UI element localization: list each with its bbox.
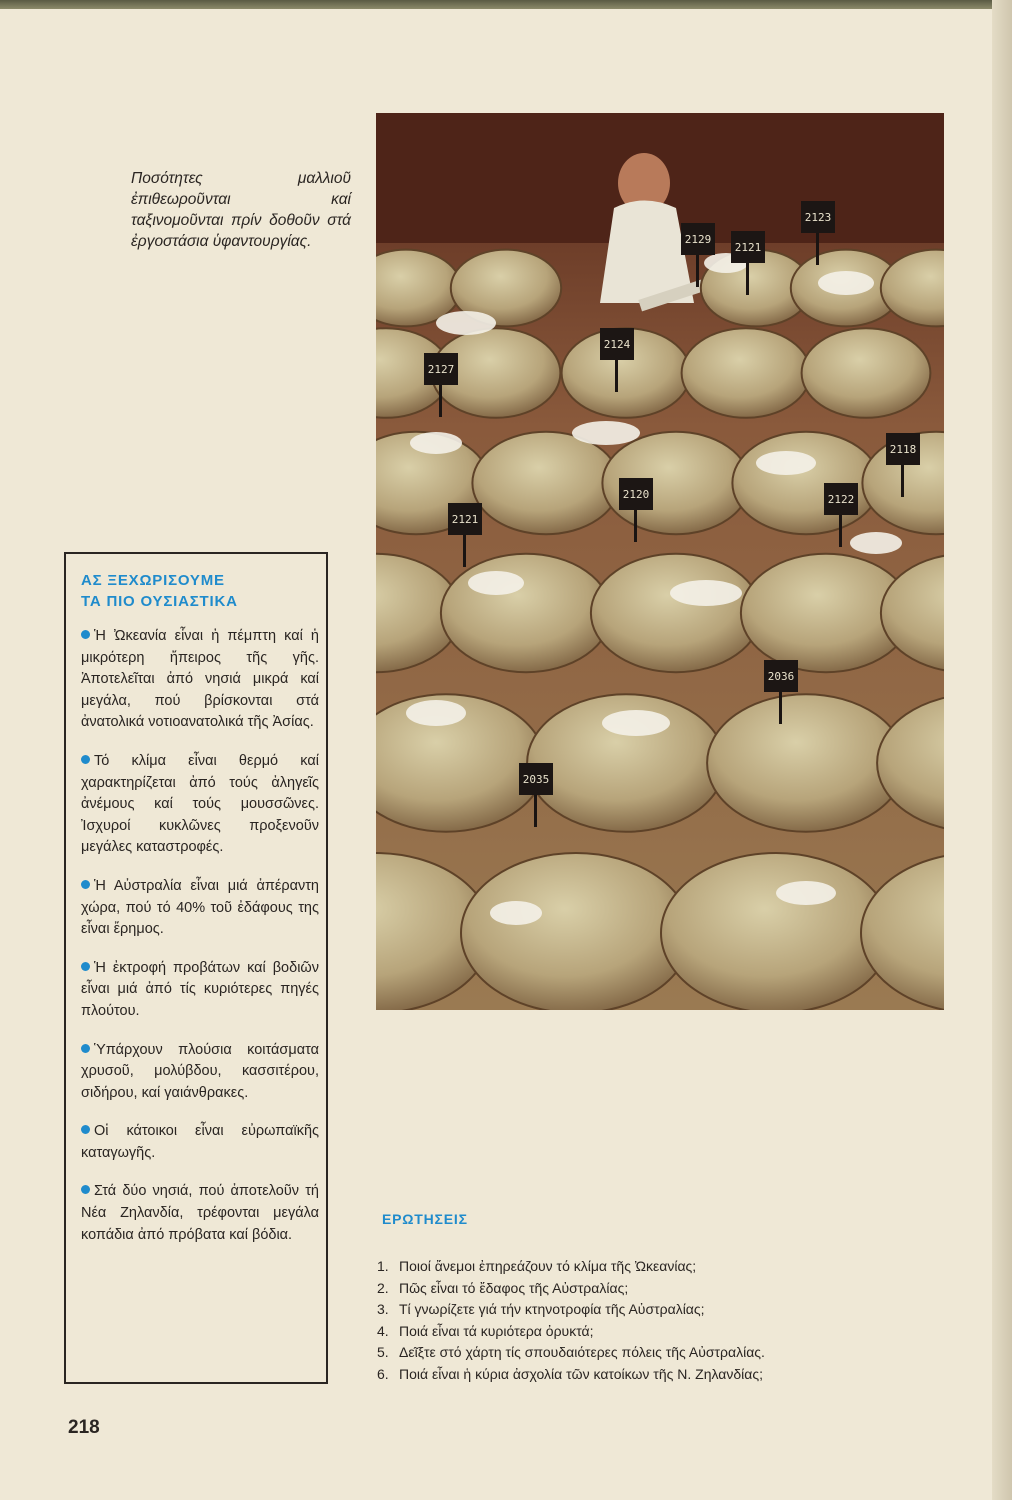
bale-tag-number: 2123: [804, 211, 832, 224]
bale-tag-number: 2036: [767, 670, 795, 683]
bale-tag-number: 2035: [522, 773, 550, 786]
bale-tag-number: 2122: [827, 493, 855, 506]
summary-item-text: Ἡ ἐκτροφή προβάτων καί βοδιῶν εἶναι μιά ἀπό τίς κυριότερες πηγές πλούτου.: [81, 959, 319, 1019]
summary-item: [81, 1181, 319, 1246]
bale-tag-number: 2121: [734, 241, 762, 254]
summary-item: [81, 1121, 319, 1164]
question-text: Τί γνωρίζετε γιά τήν κτηνοτροφία τῆς Αὐστραλίας;: [399, 1301, 705, 1317]
summary-title-line1: ΑΣ ΞΕΧΩΡΙΣΟΥΜΕ: [81, 572, 225, 589]
questions-heading: ΕΡΩΤΗΣΕΙΣ: [382, 1211, 468, 1227]
wool-bale: [472, 432, 619, 534]
summary-item: [81, 1040, 319, 1105]
wool-bale: [591, 554, 761, 672]
summary-item: [81, 958, 319, 1023]
bullet-dot-icon: [81, 1125, 90, 1134]
wool-bale: [732, 432, 879, 534]
bale-tag-number: 2121: [451, 513, 479, 526]
summary-title: [81, 570, 326, 612]
question-number: 2.: [377, 1279, 389, 1296]
book-edge-right: [992, 0, 1012, 1500]
wool-bales-photo: [376, 113, 944, 1010]
wool-bale: [707, 694, 905, 832]
summary-title-line2: ΤΑ ΠΙΟ ΟΥΣΙΑΣΤΙΚΑ: [81, 593, 238, 610]
bullet-dot-icon: [81, 880, 90, 889]
summary-item: [81, 626, 319, 734]
summary-list: [81, 626, 326, 1246]
book-edge-top: [0, 0, 1012, 9]
summary-item-text: Ἡ Αὐστραλία εἶναι μιά ἀπέραντη χώρα, πού τό 40% τοῦ ἐδάφους της εἶναι ἔρημος.: [81, 877, 319, 938]
bullet-dot-icon: [81, 1044, 90, 1053]
wool-bale: [661, 853, 891, 1010]
question-text: Ποιοί ἄνεμοι ἐπηρεάζουν τό κλίμα τῆς Ὠκεανίας;: [399, 1258, 697, 1274]
summary-item: [81, 876, 319, 941]
summary-box: [64, 552, 328, 1384]
question-item: [377, 1342, 957, 1364]
bale-tag-number: 2127: [427, 363, 455, 376]
summary-item-text: Ἡ Ὠκεανία εἶναι ἡ πέμπτη καί ἡ μικρότερη ἤπειρος τῆς γῆς. Ἀποτελεῖται ἀπό νησιά μικρά καί μεγάλα, πού βρίσκονται στά ἀνατολικά νοτιοανατολικά τῆς Ἀσίας.: [81, 628, 319, 731]
question-item: [377, 1299, 957, 1321]
question-number: 1.: [377, 1258, 389, 1274]
bullet-dot-icon: [81, 630, 90, 639]
question-item: [377, 1321, 957, 1343]
question-number: 5.: [377, 1344, 389, 1360]
question-item: [377, 1256, 957, 1278]
question-number: 4.: [377, 1322, 389, 1339]
question-text: Πῶς εἶναι τό ἔδαφος τῆς Αὐστραλίας;: [399, 1279, 629, 1296]
question-text: Ποιά εἶναι ἡ κύρια ἀσχολία τῶν κατοίκων τῆς Ν. Ζηλανδίας;: [399, 1365, 763, 1382]
summary-item-text: Τό κλίμα εἶναι θερμό καί χαρακτηρίζεται ἀπό τούς ἀληγεῖς ἀνέμους καί τούς μουσσῶνες. Ἰσχυροί κυκλῶνες προξενοῦν μεγάλες καταστροφές.: [81, 752, 319, 856]
question-text: Ποιά εἶναι τά κυριότερα ὀρυκτά;: [399, 1322, 594, 1339]
photo-caption: Ποσότητες μαλλιοῦ ἐπιθεωροῦνται καί ταξινομοῦνται πρίν δοθοῦν στά ἐργοστάσια ὑφαντουργίας.: [131, 170, 351, 250]
question-text: Δεῖξτε στό χάρτη τίς σπουδαιότερες πόλεις τῆς Αὐστραλίας.: [399, 1344, 765, 1360]
bullet-dot-icon: [81, 755, 90, 764]
summary-item: [81, 751, 319, 859]
question-number: 6.: [377, 1365, 389, 1382]
question-number: 3.: [377, 1301, 389, 1317]
bullet-dot-icon: [81, 1185, 90, 1194]
wool-bale: [461, 853, 691, 1010]
bale-tag-number: 2120: [622, 488, 650, 501]
questions-list: [377, 1256, 957, 1385]
bale-tag-number: 2129: [684, 233, 712, 246]
bale-tag-number: 2124: [603, 338, 631, 351]
summary-item-text: Στά δύο νησιά, πού ἀποτελοῦν τή Νέα Ζηλανδία, τρέφονται μεγάλα κοπάδια ἀπό πρόβατα καί βόδια.: [81, 1183, 319, 1243]
question-item: [377, 1364, 957, 1386]
wool-bale: [682, 328, 811, 418]
photo-illustration: [376, 113, 944, 1010]
question-item: [377, 1278, 957, 1300]
bale-tag-number: 2118: [889, 443, 917, 456]
summary-item-text: Ὑπάρχουν πλούσια κοιτάσματα χρυσοῦ, μολύβδου, κασσιτέρου, σιδήρου, καί γαιάνθρακες.: [81, 1041, 319, 1101]
wool-bale: [802, 328, 931, 418]
wool-bale: [441, 554, 611, 672]
page-number: 218: [68, 1417, 100, 1438]
bullet-dot-icon: [81, 962, 90, 971]
summary-item-text: Οἱ κάτοικοι εἶναι εὐρωπαϊκῆς καταγωγῆς.: [81, 1123, 319, 1161]
